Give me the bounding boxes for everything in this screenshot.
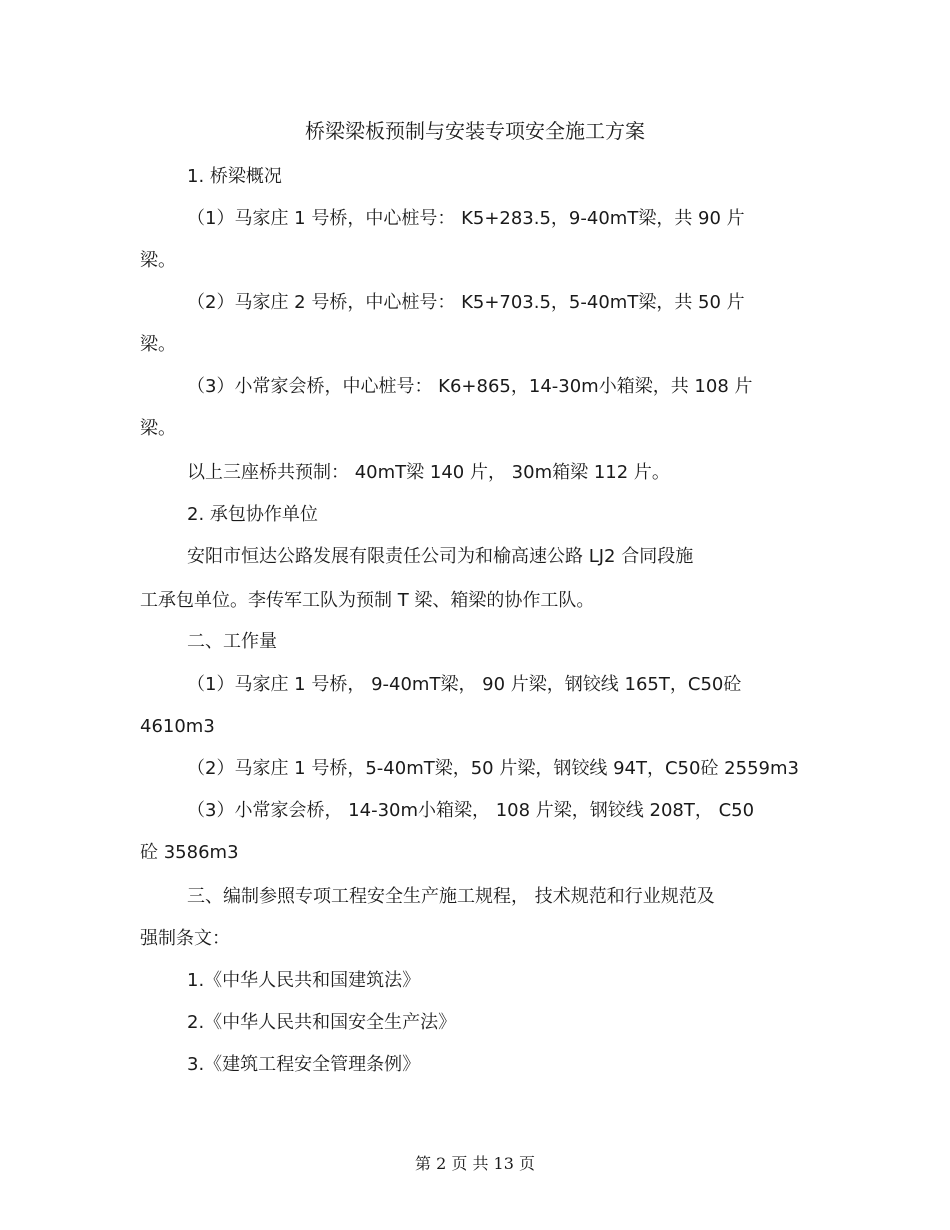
workload-item-3: （3）小常家会桥， 14-30m小箱梁， 108 片梁，钢铰线 208T， C50	[187, 800, 755, 821]
section-heading-contractor: 2. 承包协作单位	[187, 504, 318, 525]
document-title: 桥梁梁板预制与安装专项安全施工方案	[305, 119, 645, 143]
workload-item-2: （2）马家庄 1 号桥，5-40mT梁，50 片梁，钢铰线 94T，C50砼 2559m3	[187, 758, 799, 779]
bridge-item-1-cont: 梁。	[140, 250, 176, 271]
reference-item-3: 3.《建筑工程安全管理条例》	[187, 1054, 421, 1075]
reference-item-1: 1.《中华人民共和国建筑法》	[187, 970, 421, 991]
section-heading-workload: 二、工作量	[187, 631, 277, 652]
contractor-paragraph-cont: 工承包单位。李传军工队为预制 T 梁、箱梁的协作工队。	[140, 590, 595, 611]
bridge-item-2: （2）马家庄 2 号桥，中心桩号： K5+703.5，5-40mT梁，共 50 片	[187, 292, 745, 313]
bridge-item-2-cont: 梁。	[140, 334, 176, 355]
bridge-item-1: （1）马家庄 1 号桥，中心桩号： K5+283.5，9-40mT梁，共 90 片	[187, 208, 745, 229]
page-number-footer: 第 2 页 共 13 页	[415, 1154, 535, 1173]
workload-item-1: （1）马家庄 1 号桥， 9-40mT梁， 90 片梁，钢铰线 165T，C50砼	[187, 674, 742, 695]
section-heading-bridge-overview: 1. 桥梁概况	[187, 166, 282, 187]
references-intro-cont: 强制条文：	[140, 928, 230, 949]
section-heading-references: 三、编制参照专项工程安全生产施工规程， 技术规范和行业规范及	[187, 886, 715, 907]
workload-item-1-cont: 4610m3	[140, 716, 215, 737]
contractor-paragraph: 安阳市恒达公路发展有限责任公司为和榆高速公路 LJ2 合同段施	[187, 546, 694, 567]
bridge-item-3: （3）小常家会桥，中心桩号： K6+865，14-30m小箱梁，共 108 片	[187, 376, 753, 397]
reference-item-2: 2.《中华人民共和国安全生产法》	[187, 1012, 457, 1033]
bridge-item-3-cont: 梁。	[140, 418, 176, 439]
bridge-summary: 以上三座桥共预制： 40mT梁 140 片， 30m箱梁 112 片。	[187, 462, 670, 483]
workload-item-3-cont: 砼 3586m3	[140, 842, 239, 863]
